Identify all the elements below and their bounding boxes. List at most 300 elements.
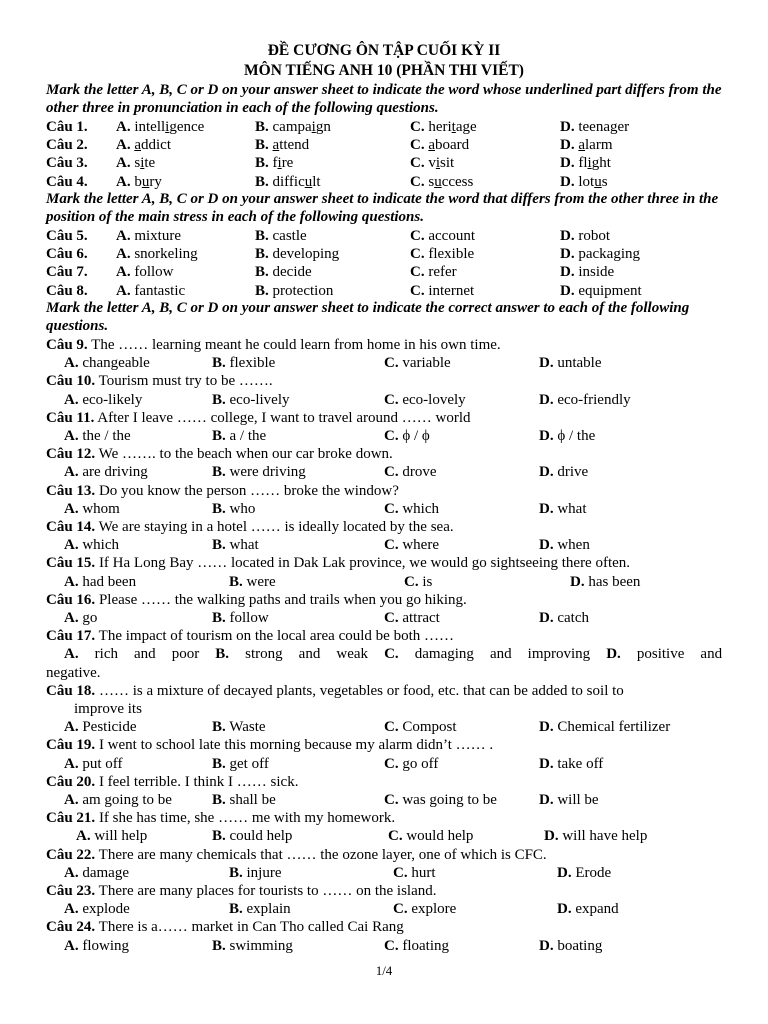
option-a[interactable] [116,282,185,300]
option-d[interactable] [560,263,614,281]
option-b[interactable] [229,864,282,882]
option-letter: A. [116,228,131,244]
question-text: …… is a mixture of decayed plants, vegetables or food, etc. that can be added to soil to [98,682,624,699]
document-title: ĐỀ CƯƠNG ÔN TẬP CUỐI KỲ II [267,42,501,59]
question-number: Câu 13. [46,482,96,499]
option-letter: D. [557,864,572,881]
option-c[interactable] [384,937,449,955]
question-number: Câu 15. [46,555,96,572]
option-letter: A. [64,464,79,481]
option-c[interactable] [384,718,457,736]
question-text: The …… learning meant he could learn from home in his own time. [91,337,501,353]
question-text: Please …… the walking paths and trails when you go hiking. [98,591,467,608]
option-letter: D. [539,755,554,772]
options-row [0,827,768,845]
option-b[interactable] [212,391,290,409]
option-a[interactable] [64,463,148,481]
option-letter: B. [212,391,226,408]
option-letter: B. [212,355,226,372]
option-b[interactable] [229,900,291,918]
page-number: 1/4 [375,963,393,978]
option-b[interactable] [212,755,269,773]
option-c[interactable] [384,609,440,627]
option-letter: D. [539,355,554,372]
option-d[interactable] [539,500,587,518]
option-text: attend [272,137,310,154]
option-text: where [402,537,439,554]
option-letter: A. [64,573,79,590]
option-d[interactable] [560,173,608,191]
option-text: bury [134,173,162,190]
question-text: If Ha Long Bay …… located in Dak Lak province, we would go sightseeing there often. [98,555,631,572]
option-text: fire [272,155,294,172]
question-text: I feel terrible. I think I …… sick. [98,773,299,790]
option-c[interactable] [384,500,439,518]
question-text: We ……. to the beach when our car broke down. [98,446,393,463]
option-text: attract [402,610,440,626]
option-letter: C. [393,864,408,881]
option-letter: A. [116,264,131,281]
option-text: drove [402,464,437,481]
option-d[interactable] [539,755,603,773]
option-text: when [557,537,590,554]
option-letter: B. [229,901,243,918]
option-c[interactable] [393,864,436,882]
option-c[interactable] [384,354,451,372]
question-stem [46,773,726,791]
option-letter: A. [64,610,79,626]
option-b[interactable] [255,245,339,263]
option-c[interactable] [410,118,477,136]
question-number: Câu 4. [46,173,88,190]
option-a[interactable] [64,536,119,554]
option-letter: C. [384,391,399,408]
option-text: get off [229,755,269,772]
question-stem [46,809,726,827]
option-text: will be [557,792,599,808]
question-number: Câu 24. [46,919,96,936]
question-text: There are many chemicals that …… the ozone layer, one of which is CFC. [98,846,547,863]
option-letter: C. [410,155,425,172]
question-row [0,245,768,263]
option-c[interactable] [404,573,432,591]
option-text: inside [578,264,615,281]
option-text: were driving [229,464,306,481]
question-row [0,227,768,245]
option-text: who [229,500,256,517]
options-row [0,937,768,955]
option-letter: C. [410,228,425,244]
option-letter: B. [212,610,226,626]
option-d[interactable] [560,118,629,136]
option-letter: B. [255,173,269,190]
option-a[interactable] [116,263,174,281]
option-letter: C. [388,828,403,845]
option-a[interactable] [116,227,181,245]
question-stem [46,882,726,900]
option-c[interactable] [410,227,475,245]
option-b[interactable] [212,536,259,554]
option-d[interactable] [539,536,590,554]
options-row [0,791,768,809]
option-text: what [557,500,587,517]
question-number: Câu 14. [46,519,96,535]
option-b[interactable]: strong and weak [245,646,369,663]
option-d[interactable] [560,245,640,263]
option-text: had been [82,573,137,590]
option-letter: C. [384,719,399,736]
question-stem [46,336,726,354]
question-stem [46,736,726,754]
option-b[interactable] [255,227,307,245]
question-row [0,118,768,136]
option-text: shall be [229,792,276,808]
question-number: Câu 5. [46,228,88,244]
question-text: If she has time, she …… me with my homework. [98,810,396,827]
option-b[interactable] [212,463,306,481]
option-text: refer [428,264,457,281]
option-text: protection [272,282,334,299]
option-letter: A. [116,155,131,172]
option-a[interactable] [76,827,147,845]
option-letter: D. [557,901,572,918]
option-c[interactable] [384,791,497,809]
option-a[interactable] [116,245,198,263]
option-c[interactable] [388,827,473,845]
option-letter: B. [229,573,243,590]
question-number: Câu 7. [46,264,88,281]
options-line [64,645,722,663]
option-letter: C. [384,792,399,808]
option-d[interactable] [539,427,595,445]
option-d[interactable] [544,827,647,845]
option-c[interactable] [384,463,437,481]
option-letter: A. [64,391,79,408]
option-letter: C. [384,537,399,554]
option-text: success [428,173,474,190]
option-b[interactable] [255,263,312,281]
option-text: castle [272,228,307,244]
option-c[interactable] [410,173,473,191]
options-row [0,573,768,591]
question-row [0,173,768,191]
question-number: Câu 1. [46,119,88,135]
option-a[interactable] [64,609,97,627]
question-text: I went to school late this morning because my alarm didn’t …… . [98,737,494,754]
question-stem [46,372,726,390]
option-b[interactable] [255,154,293,172]
option-letter: B. [255,246,269,263]
option-c[interactable] [384,391,466,409]
question-text: There is a…… market in Can Tho called Cai Rang [98,919,404,936]
option-a[interactable] [64,791,172,809]
option-text: campaign [272,119,331,135]
option-a[interactable] [64,354,150,372]
question-row [0,136,768,154]
option-text: snorkeling [134,246,198,263]
question-row [0,263,768,281]
question-stem [46,627,726,645]
option-text: ϕ / ϕ [402,428,430,444]
option-letter: A. [64,719,79,736]
option-text: which [82,537,120,554]
option-a[interactable] [64,573,136,591]
option-d[interactable] [560,154,611,172]
option-b[interactable] [212,718,266,736]
option-letter: B. [255,155,269,172]
option-text: aboard [428,137,470,154]
option-b[interactable] [212,427,266,445]
options-row [0,427,768,445]
option-a[interactable] [64,427,131,445]
option-d[interactable] [557,864,611,882]
option-text: developing [272,246,340,263]
option-letter: B. [255,264,269,281]
option-text: untable [557,355,602,372]
option-letter: C. [384,464,399,481]
section-instruction-pronunciation: Mark the letter A, B, C or D on your answer sheet to indicate the word whose underlined part differs from the other three in pronunciation in each of the following questions. [46,82,722,116]
option-a[interactable] [64,937,129,955]
option-text: explore [411,901,457,918]
option-d[interactable] [539,937,602,955]
option-letter: C. [410,264,425,281]
option-text: swimming [229,937,293,954]
option-b[interactable] [212,609,269,627]
question-number: Câu 2. [46,137,88,154]
question-stem [46,445,726,463]
option-letter: C. [410,282,425,299]
question-stem [46,846,726,864]
question-row [0,154,768,172]
option-d[interactable] [560,227,610,245]
option-b[interactable] [212,500,255,518]
option-letter: B. [212,428,226,444]
question-stem [46,482,726,500]
option-text: changeable [82,355,150,372]
option-text: what [229,537,259,554]
question-text: The impact of tourism on the local area could be both …… [98,628,454,645]
question-number: Câu 17. [46,628,96,645]
option-b[interactable] [212,827,292,845]
option-a[interactable] [116,173,162,191]
option-c[interactable] [410,154,454,172]
question-text-continued: improve its [74,701,142,717]
option-letter: B. [212,537,226,554]
question-number: Câu 8. [46,282,88,299]
question-stem [46,591,726,609]
option-text: was going to be [402,792,497,808]
option-b[interactable] [229,573,276,591]
option-text: are driving [82,464,148,481]
options-row [0,391,768,409]
option-letter: B. [229,864,243,881]
option-a[interactable]: rich and poor [94,646,200,663]
option-c[interactable] [393,900,456,918]
option-letter: D. [539,792,554,808]
option-letter: A. [64,901,79,918]
option-text: eco-likely [82,391,143,408]
option-text: variable [402,355,451,372]
option-letter: A. [64,428,79,444]
option-letter: D. [560,173,575,190]
option-letter: A. [64,355,79,372]
options-row [0,609,768,627]
option-d[interactable] [539,391,631,409]
option-letter: C. [410,137,425,154]
option-letter: A. [116,119,131,135]
option-letter: B. [212,500,226,517]
question-stem [46,518,726,536]
option-b[interactable] [212,791,276,809]
option-d[interactable] [560,136,613,154]
option-c[interactable] [384,755,438,773]
option-c[interactable] [384,536,439,554]
option-text: fantastic [134,282,186,299]
question-number: Câu 22. [46,846,96,863]
option-d[interactable] [539,354,602,372]
options-row [0,900,768,918]
option-c[interactable] [410,245,474,263]
option-letter: D. [539,937,554,954]
option-text: catch [557,610,589,626]
option-text: site [134,155,156,172]
question-text: There are many places for tourists to …… on the island. [98,883,437,899]
question-number: Câu 20. [46,773,96,790]
option-c[interactable]: damaging and improving [414,646,591,663]
option-d[interactable] [557,900,619,918]
option-letter: A. [64,500,79,517]
option-a[interactable] [64,755,122,773]
option-letter: A. [64,755,79,772]
option-a[interactable] [64,900,130,918]
option-text: Pesticide [82,719,137,736]
options-row [0,463,768,481]
option-letter: C. [410,119,425,135]
option-letter: D. [539,610,554,626]
option-letter: D. [570,573,585,590]
option-letter: B. [212,719,226,736]
option-text: Erode [575,864,612,881]
question-text: Tourism must try to be ……. [98,373,273,390]
option-d[interactable] [560,282,642,300]
option-a[interactable] [64,500,120,518]
option-d[interactable] [539,609,589,627]
option-text: damage [82,864,129,881]
option-text: robot [578,228,611,244]
question-number: Câu 10. [46,373,96,390]
option-letter: B. [255,228,269,244]
option-a[interactable] [116,154,155,172]
option-letter: B. [212,937,226,954]
option-letter: B. [212,828,226,845]
question-number: Câu 3. [46,155,88,172]
option-text: the / the [82,428,131,444]
option-c[interactable] [384,427,430,445]
option-letter: D. [560,264,575,281]
option-a[interactable] [116,118,204,136]
option-text: drive [557,464,589,481]
option-text: go [82,610,98,626]
option-d[interactable] [539,718,670,736]
option-d[interactable]: positive and [636,646,723,663]
question-row [0,282,768,300]
option-letter: C. [393,901,408,918]
document-subtitle: MÔN TIẾNG ANH 10 (PHẦN THI VIẾT) [244,62,524,79]
option-letter: D. [539,537,554,554]
option-text: eco-lively [229,391,290,408]
option-text: would help [406,828,474,845]
option-text: flowing [82,937,130,954]
option-letter: D. [539,719,554,736]
option-b[interactable] [212,937,293,955]
option-text: is [422,573,433,590]
option-letter: A. [64,864,79,881]
option-d[interactable] [539,463,588,481]
option-text: eco-friendly [557,391,631,408]
option-text: intelligence [134,119,205,135]
option-letter: D. [606,646,621,663]
question-stem [46,918,726,936]
option-text: boating [557,937,603,954]
option-text: were [246,573,276,590]
options-row [0,500,768,518]
option-d[interactable] [570,573,640,591]
option-letter: D. [560,228,575,244]
option-letter: D. [560,137,575,154]
option-text: mixture [134,228,181,244]
option-a[interactable] [64,391,142,409]
option-text: decide [272,264,312,281]
option-letter: C. [384,355,399,372]
option-c[interactable] [410,282,474,300]
option-text: expand [575,901,619,918]
option-text: Chemical fertilizer [557,719,671,736]
question-text: After I leave …… college, I want to travel around …… world [97,409,471,426]
option-c[interactable] [410,263,457,281]
option-text: visit [428,155,455,172]
option-b[interactable] [255,136,309,154]
option-a[interactable] [64,864,129,882]
option-b[interactable] [255,173,321,191]
option-letter: D. [539,391,554,408]
option-text: internet [428,282,475,299]
option-letter: C. [410,246,425,263]
option-a[interactable] [64,718,137,736]
option-c[interactable] [410,136,469,154]
option-text: explain [246,901,291,918]
question-number: Câu 19. [46,737,96,754]
question-stem [46,682,726,700]
question-number: Câu 11. [46,409,95,426]
option-letter: B. [255,119,269,135]
option-text: hurt [411,864,436,881]
option-a[interactable] [116,136,171,154]
option-text: equipment [578,282,642,299]
section-instruction-grammar: Mark the letter A, B, C or D on your answer sheet to indicate the correct answer to each of the following questions. [46,300,690,334]
option-text: flexible [229,355,276,372]
option-text: could help [229,828,293,845]
question-number: Câu 18. [46,682,96,699]
option-text: ϕ / the [557,428,596,444]
option-text: explode [82,901,130,918]
option-text: lotus [578,173,608,190]
option-b[interactable] [255,282,333,300]
option-b[interactable] [255,118,331,136]
option-d[interactable] [539,791,599,809]
option-b[interactable] [212,354,275,372]
option-letter: B. [215,646,230,663]
option-text: teenager [578,119,630,135]
